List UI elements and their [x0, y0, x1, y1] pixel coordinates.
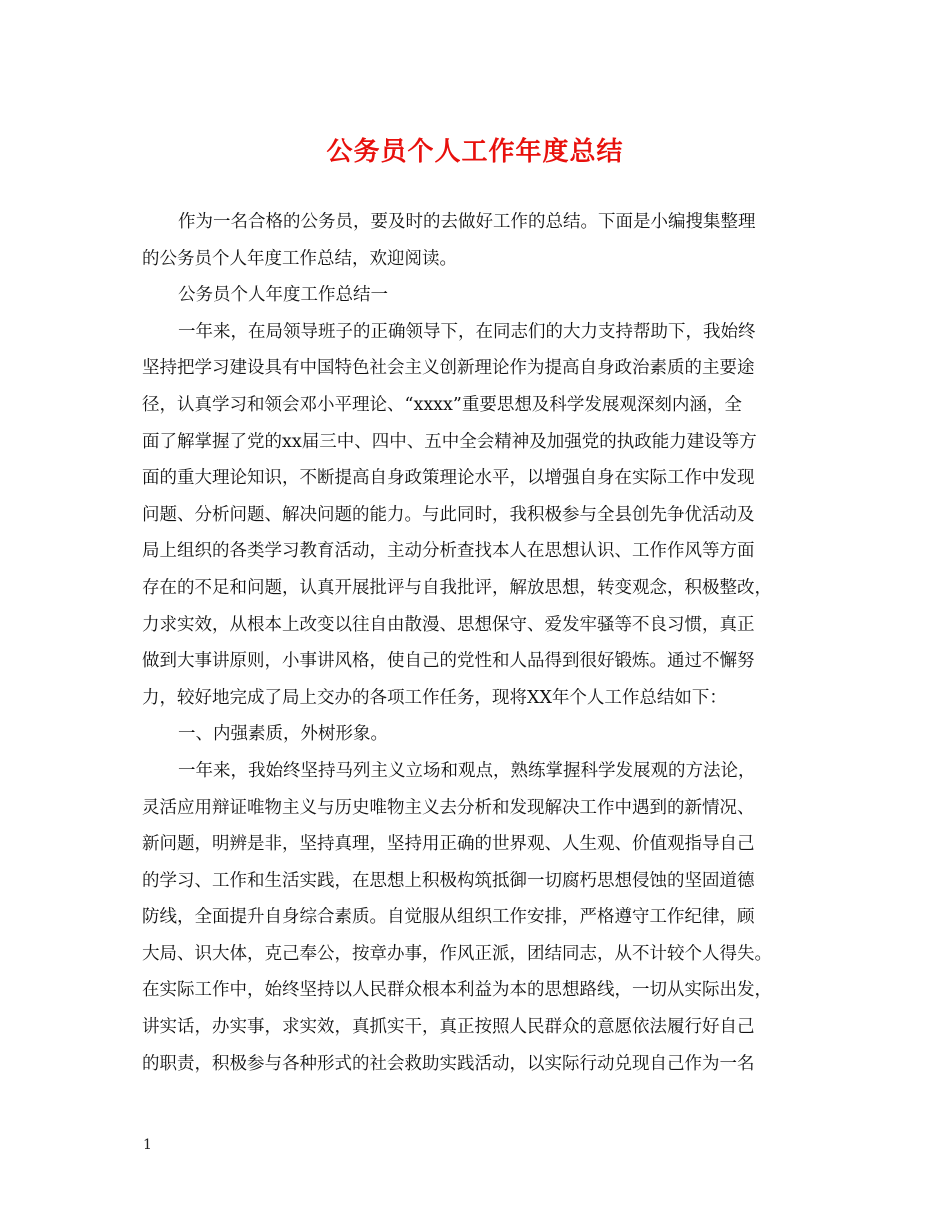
- text-line: 的学习、工作和生活实践，在思想上积极构筑抵御一切腐朽思想侵蚀的坚固道德: [142, 870, 755, 891]
- text-line: 新问题，明辨是非，坚持真理，坚持用正确的世界观、人生观、价值观指导自己: [142, 834, 755, 855]
- text-line: 一年来，我始终坚持马列主义立场和观点，熟练掌握科学发展观的方法论，: [178, 760, 756, 781]
- text-line: 做到大事讲原则，小事讲风格，使自己的党性和人品得到很好锻炼。通过不懈努: [142, 651, 755, 672]
- text-line: 作为一名合格的公务员，要及时的去做好工作的总结。下面是小编搜集整理: [178, 212, 756, 232]
- document-title: 公务员个人工作年度总结: [326, 137, 624, 167]
- text-line: 大局、识大体，克己奉公，按章办事，作风正派，团结同志，从不计较个人得失。: [142, 943, 772, 964]
- text-line: 一年来，在局领导班子的正确领导下，在同志们的大力支持帮助下，我始终: [178, 321, 756, 342]
- text-line: 面的重大理论知识，不断提高自身政策理论水平，以增强自身在实际工作中发现: [142, 468, 755, 489]
- text-line: 讲实话，办实事，求实效，真抓实干，真正按照人民群众的意愿依法履行好自己: [142, 1017, 755, 1038]
- text-line: 公务员个人年度工作总结一: [178, 285, 388, 306]
- text-line: 灵活应用辩证唯物主义与历史唯物主义去分析和发现解决工作中遇到的新情况、: [142, 797, 755, 818]
- text-line: 径，认真学习和领会邓小平理论、“xxxx”重要思想及科学发展观深刻内涵，全: [142, 394, 742, 415]
- text-line: 坚持把学习建设具有中国特色社会主义创新理论作为提高自身政治素质的主要途: [142, 358, 755, 379]
- text-line: 在实际工作中，始终坚持以人民群众根本利益为本的思想路线，一切从实际出发，: [142, 980, 772, 1001]
- text-line: 防线，全面提升自身综合素质。自觉服从组织工作安排，严格遵守工作纪律，顾: [142, 907, 755, 928]
- text-line: 面了解掌握了党的xx届三中、四中、五中全会精神及加强党的执政能力建设等方: [142, 431, 757, 452]
- text-line: 局上组织的各类学习教育活动，主动分析查找本人在思想认识、工作作风等方面: [142, 541, 755, 562]
- page-number: 1: [143, 1137, 152, 1153]
- text-line: 的职责，积极参与各种形式的社会救助实践活动，以实际行动兑现自己作为一名: [142, 1053, 755, 1074]
- document-body: [142, 204, 810, 1082]
- text-line: 存在的不足和问题，认真开展批评与自我批评，解放思想，转变观念，积极整改，: [142, 577, 772, 598]
- text-line: 力求实效，从根本上改变以往自由散漫、思想保守、爱发牢骚等不良习惯，真正: [142, 614, 755, 635]
- text-line: 的公务员个人年度工作总结，欢迎阅读。: [142, 248, 457, 269]
- text-line: 问题、分析问题、解决问题的能力。与此同时，我积极参与全县创先争优活动及: [142, 504, 755, 525]
- text-line: 力，较好地完成了局上交办的各项工作任务，现将XX年个人工作总结如下：: [142, 687, 727, 708]
- text-line: 一、内强素质，外树形象。: [178, 724, 388, 745]
